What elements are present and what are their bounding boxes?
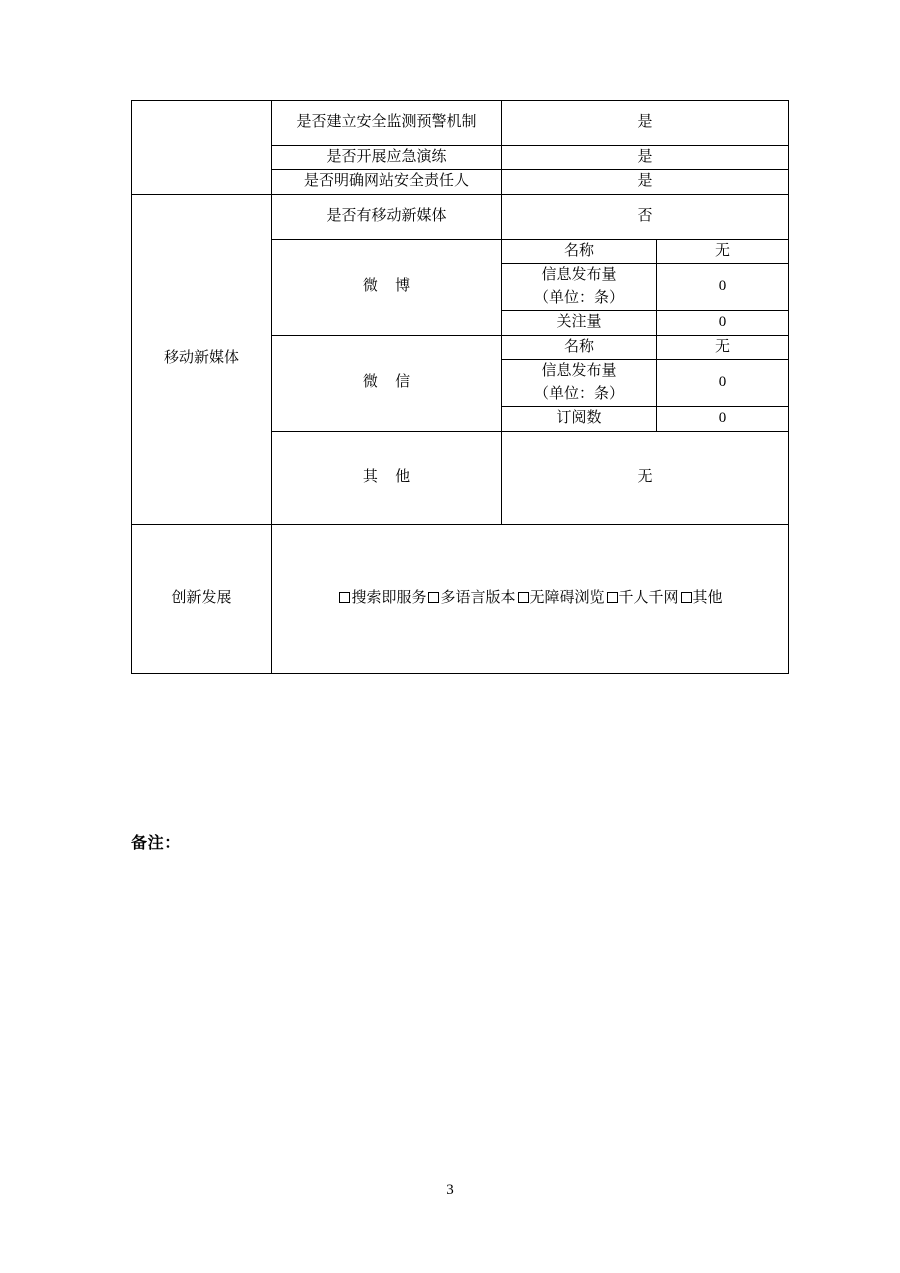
- innovation-option-3: 无障碍浏览: [529, 589, 605, 606]
- wechat-label-text: 微 信: [362, 374, 417, 391]
- other-media-value: 无: [502, 431, 789, 524]
- table-row: [132, 101, 789, 146]
- weibo-item-value-1: 无: [657, 239, 789, 263]
- innovation-options-cell: [272, 524, 789, 673]
- checkbox-icon[interactable]: [518, 592, 529, 603]
- security-question-2: 是否开展应急演练: [272, 146, 502, 170]
- security-section-blank-label: [132, 101, 272, 195]
- security-answer-2: 是: [502, 146, 789, 170]
- other-media-label-text: 其 他: [362, 468, 417, 485]
- weibo-item-name-2-line1: 信息发布量: [541, 266, 617, 283]
- checkbox-icon[interactable]: [428, 592, 439, 603]
- innovation-option-4: 千人千网: [618, 589, 679, 606]
- wechat-item-value-1: 无: [657, 335, 789, 359]
- innovation-option-1: 搜索即服务: [351, 589, 427, 606]
- security-answer-3: 是: [502, 170, 789, 194]
- weibo-item-value-3: 0: [657, 311, 789, 335]
- wechat-label: [272, 335, 502, 431]
- wechat-item-name-2: [502, 359, 657, 407]
- checkbox-icon[interactable]: [607, 592, 618, 603]
- wechat-item-value-2: 0: [657, 359, 789, 407]
- innovation-option-2: 多语言版本: [440, 589, 516, 606]
- security-answer-1: 是: [502, 101, 789, 146]
- note-label: 备注：: [131, 835, 181, 852]
- security-question-1: 是否建立安全监测预警机制: [272, 101, 502, 146]
- weibo-item-name-2: [502, 263, 657, 311]
- weibo-label-text: 微 博: [362, 278, 417, 295]
- mobile-media-section-label: 移动新媒体: [132, 194, 272, 524]
- innovation-section-label: 创新发展: [132, 524, 272, 673]
- has-mobile-media-answer: 否: [502, 194, 789, 239]
- other-media-label: [272, 431, 502, 524]
- weibo-item-value-2: 0: [657, 263, 789, 311]
- innovation-option-5: 其他: [692, 589, 723, 606]
- page-number: 3: [446, 1182, 454, 1198]
- table-row: [132, 194, 789, 239]
- checkbox-icon[interactable]: [339, 592, 350, 603]
- weibo-item-name-3: 关注量: [502, 311, 657, 335]
- wechat-item-value-3: 0: [657, 407, 789, 431]
- weibo-item-name-2-line2: （单位：条）: [533, 290, 624, 306]
- table-row: [132, 524, 789, 673]
- weibo-item-name-1: 名称: [502, 239, 657, 263]
- wechat-item-name-2-line2: （单位：条）: [533, 386, 624, 402]
- has-mobile-media-question: 是否有移动新媒体: [272, 194, 502, 239]
- innovation-options-line: [272, 587, 788, 610]
- website-report-table: [131, 100, 789, 674]
- wechat-item-name-1: 名称: [502, 335, 657, 359]
- wechat-item-name-3: 订阅数: [502, 407, 657, 431]
- checkbox-icon[interactable]: [681, 592, 692, 603]
- wechat-item-name-2-line1: 信息发布量: [541, 362, 617, 379]
- report-table-container: [131, 100, 788, 674]
- weibo-label: [272, 239, 502, 335]
- security-question-3: 是否明确网站安全责任人: [272, 170, 502, 194]
